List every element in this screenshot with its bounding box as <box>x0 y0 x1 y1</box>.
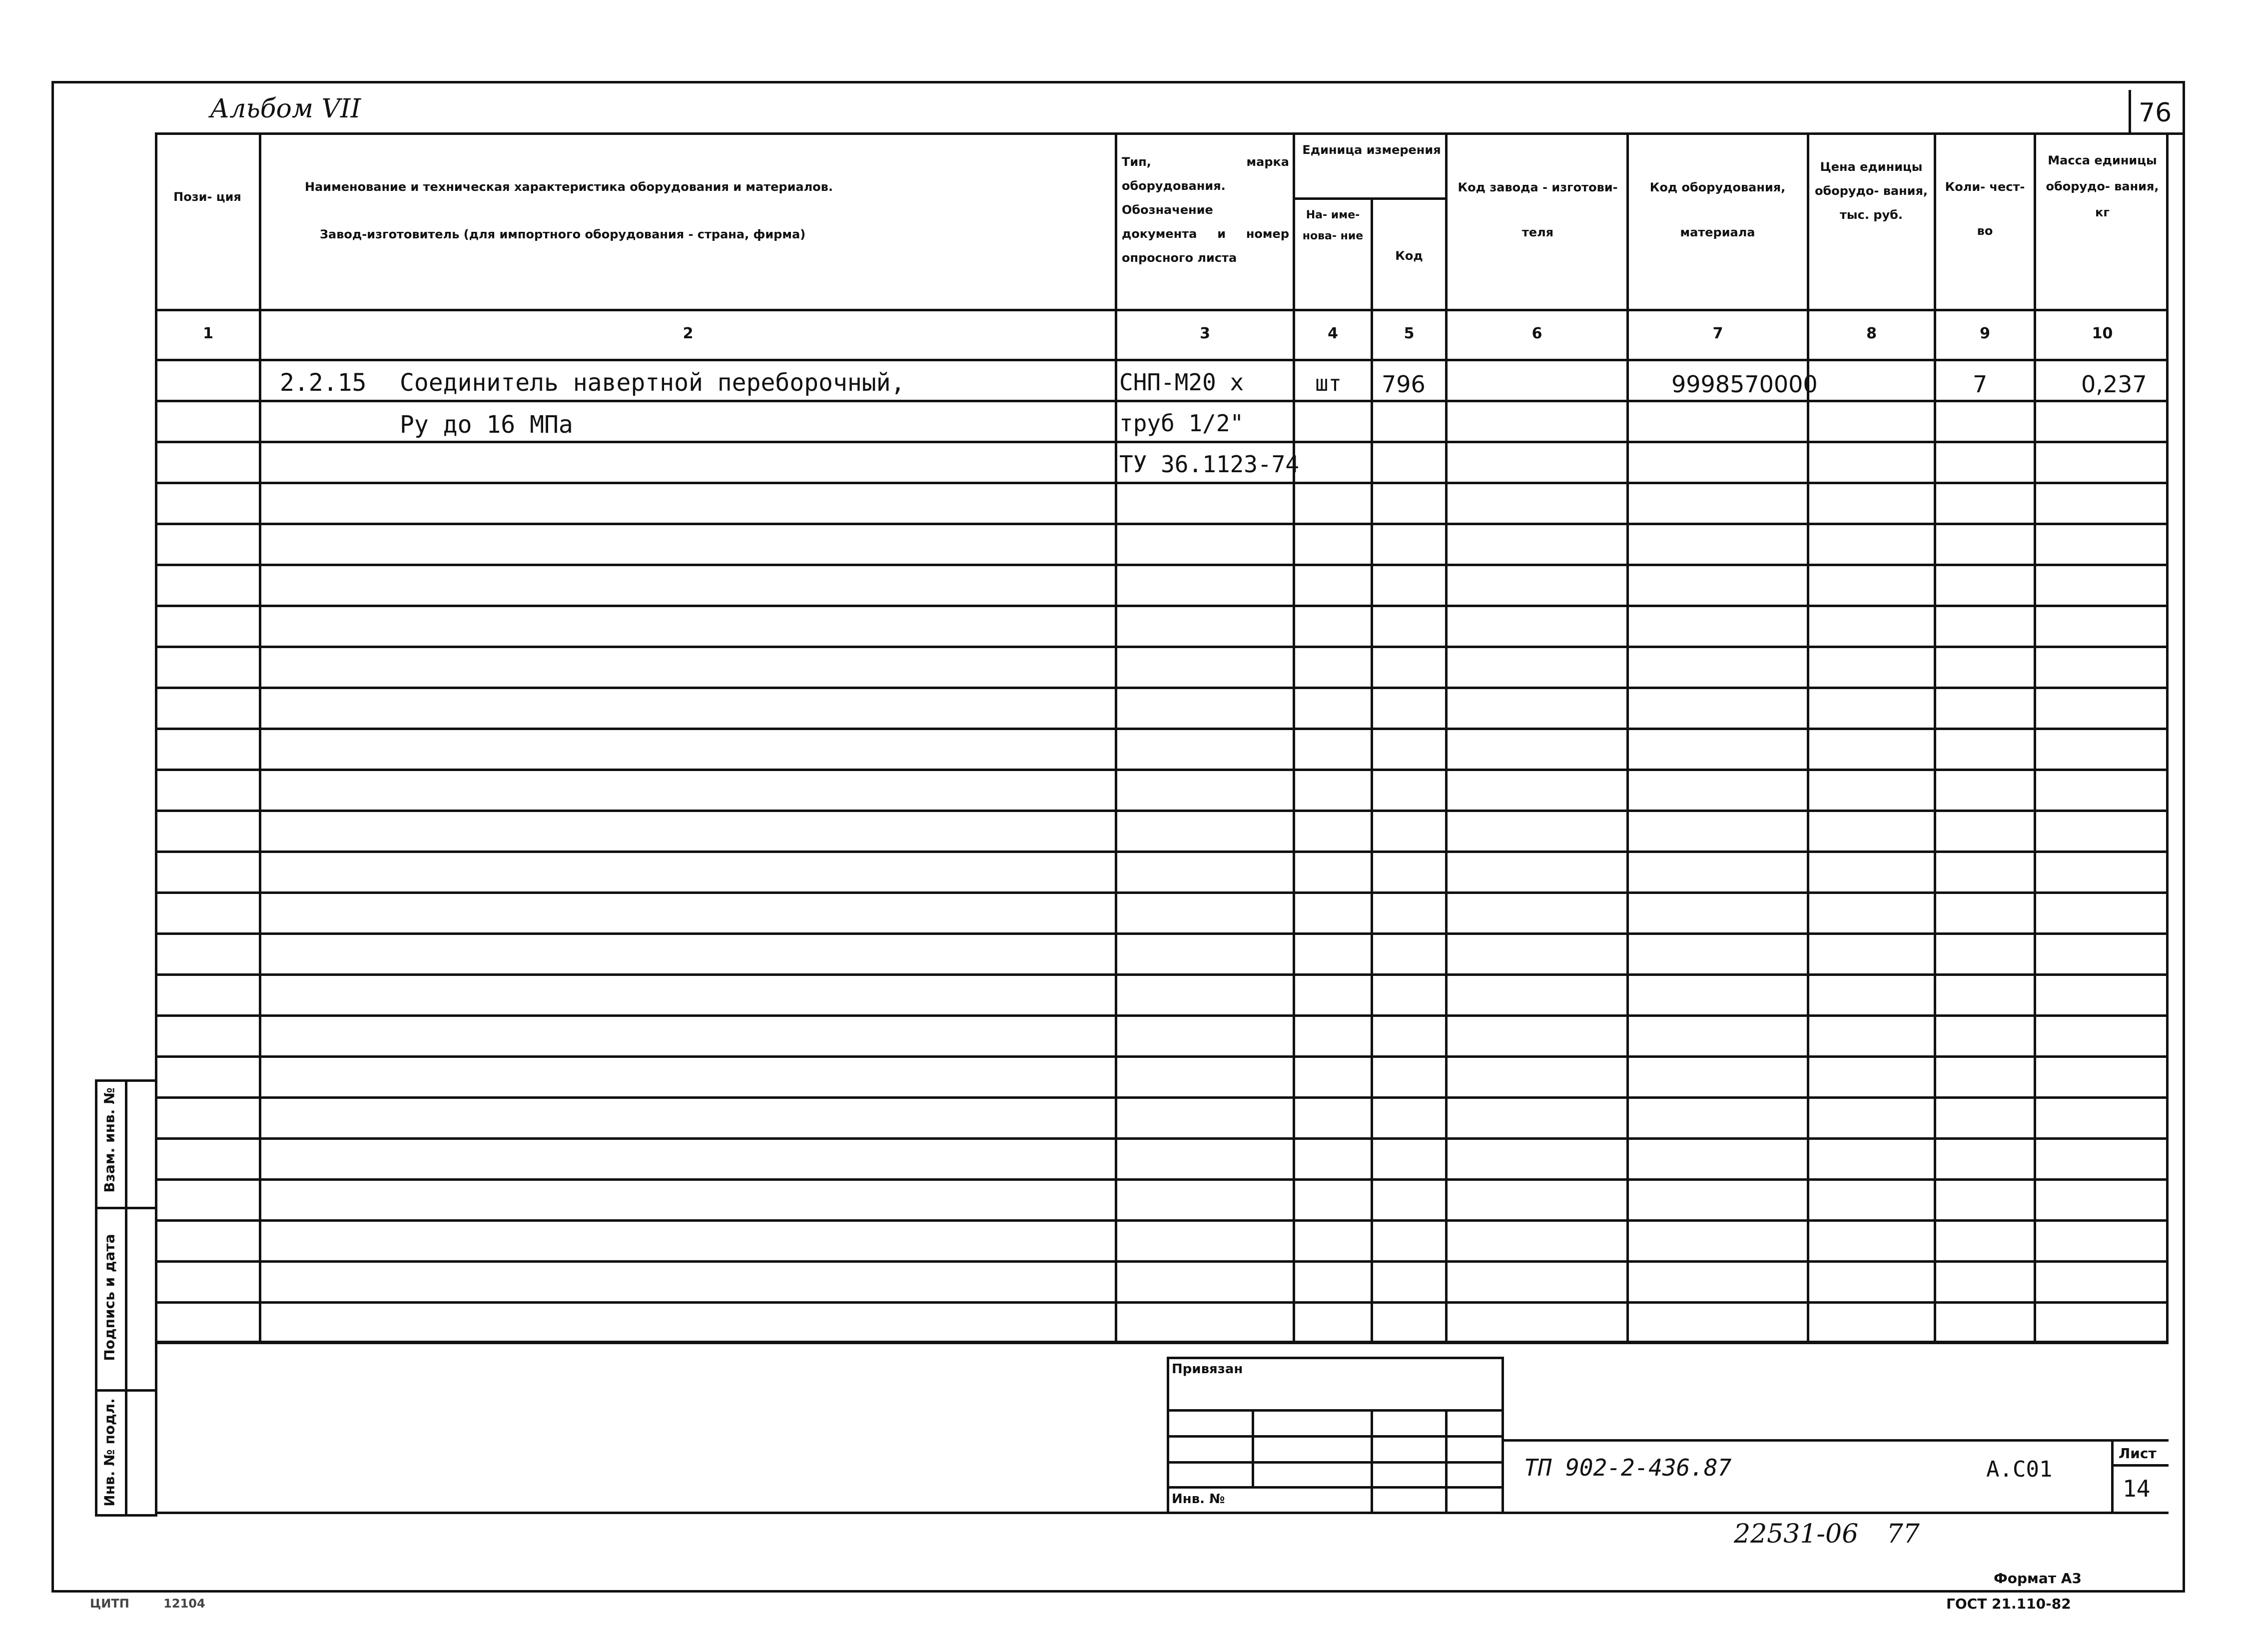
side-label-inv-vzam: Взам. инв. № <box>101 1087 118 1193</box>
col-divider-7 <box>1807 132 1809 1344</box>
album-label: Альбом VII <box>210 94 361 124</box>
row-line <box>155 973 2169 976</box>
row-line <box>155 810 2169 812</box>
header-bottom-line <box>155 309 2169 311</box>
header-col10: Масса единицы оборудо- вания, кг <box>2046 153 2159 219</box>
header-col2-line2: Завод-изготовитель (для импортного оборудования - страна, фирма) <box>320 227 806 241</box>
privyazan-col-3 <box>1445 1409 1448 1514</box>
colnum-10: 10 <box>2092 325 2113 342</box>
privyazan-line-2 <box>1167 1435 1504 1438</box>
colnum-5: 5 <box>1404 325 1415 342</box>
list-box-divider <box>2111 1439 2114 1514</box>
spec-table <box>155 132 2169 1344</box>
colnum-1: 1 <box>203 325 213 342</box>
row-line <box>155 1260 2169 1263</box>
row-line <box>155 1096 2169 1099</box>
gost-label: ГОСТ 21.110-82 <box>1946 1596 2071 1612</box>
archive-number: 22531-06 77 <box>1734 1519 1920 1549</box>
row1-mass: 0,237 <box>2081 371 2147 398</box>
colnum-9: 9 <box>1980 325 1990 342</box>
row-line <box>155 1055 2169 1058</box>
colnum-2: 2 <box>683 325 694 342</box>
sheet-code: А.С01 <box>1986 1457 2053 1482</box>
side-label-inv-podl: Инв. № подл. <box>101 1398 118 1507</box>
row1-unit-code: 796 <box>1382 371 1426 398</box>
header-col1: Пози- ция <box>173 190 241 204</box>
row1-equipment-code: 9998570000 <box>1671 371 1818 398</box>
header-col4: На- име- нова- ние <box>1302 209 1364 242</box>
row-line <box>155 850 2169 853</box>
row1-quantity: 7 <box>1973 371 1988 398</box>
doc-code: ТП 902-2-436.87 <box>1524 1454 1732 1481</box>
row-line <box>155 1014 2169 1017</box>
header-col5: Код <box>1395 249 1423 263</box>
title-block-top <box>155 1512 2169 1514</box>
col-divider-5 <box>1445 132 1448 1344</box>
row-line <box>155 646 2169 648</box>
side-stamp-divider <box>125 1079 127 1517</box>
doc-code-top <box>1501 1439 2169 1442</box>
col-divider-6 <box>1626 132 1629 1344</box>
colnum-4: 4 <box>1328 325 1338 342</box>
row-line <box>155 728 2169 730</box>
row-line <box>155 441 2169 443</box>
privyazan-line-3 <box>1167 1461 1504 1464</box>
row-line <box>155 400 2169 402</box>
col-divider-3 <box>1293 132 1295 1344</box>
format-label: Формат А3 <box>1994 1570 2082 1587</box>
row1-position: 2.2.15 <box>280 369 367 397</box>
row-line <box>155 564 2169 566</box>
cnti-label: ЦИТП 12104 <box>90 1597 205 1611</box>
inv-no-label: Инв. № <box>1172 1492 1225 1507</box>
col-divider-2 <box>1115 132 1117 1344</box>
colnum-7: 7 <box>1712 325 1723 342</box>
col-divider-8 <box>1934 132 1936 1344</box>
page-number: 76 <box>2139 98 2172 128</box>
colnum-8: 8 <box>1866 325 1877 342</box>
header-col6: Код завода - изготови- теля <box>1458 180 1618 239</box>
row-line <box>155 932 2169 935</box>
row3-type: ТУ 36.1123-74 <box>1119 451 1300 478</box>
row-line <box>155 769 2169 771</box>
row-line <box>155 1137 2169 1140</box>
row1-unit: шт <box>1315 371 1342 396</box>
colnum-6: 6 <box>1531 325 1542 342</box>
privyazan-line-1 <box>1167 1409 1504 1412</box>
privyazan-line-4 <box>1167 1486 1504 1489</box>
header-col3: Тип, марка оборудования. Обозначение документа и номер опросного листа <box>1122 155 1289 265</box>
list-box-line <box>2111 1464 2169 1467</box>
row-line <box>155 482 2169 484</box>
header-col7: Код оборудования, материала <box>1649 180 1786 239</box>
unit-header-divider <box>1293 197 1448 200</box>
side-label-sign-date: Подпись и дата <box>101 1234 118 1361</box>
header-col9: Коли- чест- во <box>1945 180 2025 238</box>
row-line <box>155 1178 2169 1181</box>
row-line <box>155 605 2169 607</box>
header-col8: Цена единицы оборудо- вания, тыс. руб. <box>1814 160 1928 222</box>
col-divider-1 <box>259 132 261 1344</box>
row1-type: СНП-М20 х <box>1119 369 1244 396</box>
col-divider-9 <box>2034 132 2036 1344</box>
row-line <box>155 1301 2169 1304</box>
row-line <box>155 891 2169 894</box>
privyazan-col-2 <box>1371 1409 1373 1514</box>
list-label: Лист <box>2119 1445 2157 1462</box>
colnum-bottom-line <box>155 359 2169 361</box>
row2-type: труб 1/2" <box>1119 410 1244 437</box>
privyazan-col-1 <box>1252 1409 1254 1487</box>
row2-name: Ру до 16 МПа <box>400 411 573 439</box>
row-line <box>155 1219 2169 1222</box>
row1-name: Соединитель навертной переборочный, <box>400 369 905 397</box>
header-col2-line1: Наименование и техническая характеристика оборудования и материалов. <box>305 180 833 194</box>
row-line <box>155 687 2169 689</box>
list-number: 14 <box>2123 1475 2151 1502</box>
header-col45: Единица измерения <box>1302 143 1441 157</box>
privyazan-label: Привязан <box>1172 1362 1243 1377</box>
table-body-bottom <box>155 1341 2169 1344</box>
row-line <box>155 523 2169 525</box>
colnum-3: 3 <box>1200 325 1210 342</box>
